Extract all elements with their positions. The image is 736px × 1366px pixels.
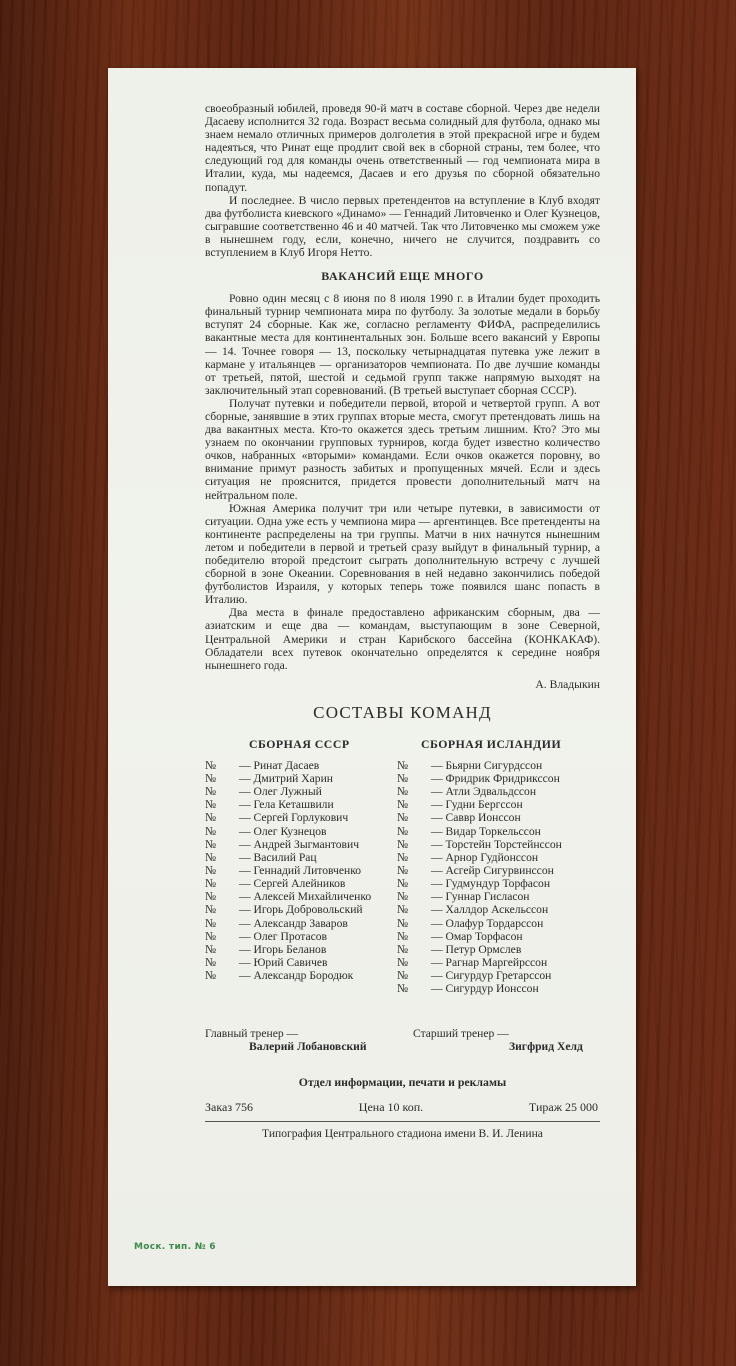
player-name: — Сергей Горлукович xyxy=(239,811,349,825)
iceland-coach xyxy=(413,1027,583,1053)
team-ussr-title: СБОРНАЯ СССР xyxy=(249,736,350,751)
author-signature: А. Владыкин xyxy=(535,677,600,691)
player-number: № xyxy=(205,969,217,983)
player-name: — Игорь Беланов xyxy=(239,942,327,956)
player-name: — Омар Торфасон xyxy=(431,929,523,943)
article-body xyxy=(205,102,600,1140)
player-name: — Олег Лужный xyxy=(239,785,322,799)
player-name: — Олег Кузнецов xyxy=(239,824,327,838)
player-name: — Олег Протасов xyxy=(239,929,328,943)
player-row xyxy=(397,864,562,877)
player-name: — Дмитрий Харин xyxy=(239,771,333,785)
player-name: — Гудни Бергссон xyxy=(431,798,523,812)
team-lineups xyxy=(205,737,600,1027)
player-name: — Алексей Михайличенко xyxy=(239,890,372,904)
player-name: — Рагнар Маргейрссон xyxy=(431,955,548,969)
player-number: № xyxy=(397,850,409,864)
player-number: № xyxy=(205,824,217,838)
player-name: — Асгейр Сигурвинссон xyxy=(431,863,554,877)
iceland-coach-name: Зигфрид Хелд xyxy=(509,1039,583,1053)
player-row xyxy=(397,956,562,969)
player-row xyxy=(397,851,562,864)
printer-mark: Моск. тип. № 6 xyxy=(134,1242,216,1252)
player-number: № xyxy=(205,811,217,825)
player-number: № xyxy=(397,929,409,943)
player-row xyxy=(205,930,371,943)
player-row xyxy=(397,825,562,838)
player-name: — Фридрик Фридрикссон xyxy=(431,771,560,785)
player-row xyxy=(397,772,562,785)
player-number: № xyxy=(397,771,409,785)
iceland-coach-role: Старший тренер — xyxy=(413,1026,509,1040)
player-name: — Игорь Добровольский xyxy=(239,903,363,917)
player-row xyxy=(205,864,371,877)
player-row xyxy=(397,890,562,903)
player-row xyxy=(205,798,371,811)
player-number: № xyxy=(397,916,409,930)
player-row xyxy=(205,956,371,969)
player-number: № xyxy=(205,929,217,943)
player-number: № xyxy=(205,903,217,917)
player-row xyxy=(205,851,371,864)
player-name: — Ринат Дасаев xyxy=(239,758,320,772)
lineups-title: СОСТАВЫ КОМАНД xyxy=(313,702,492,722)
player-name: — Олафур Тордарссон xyxy=(431,916,544,930)
order-line xyxy=(205,1100,600,1115)
player-number: № xyxy=(205,916,217,930)
player-row xyxy=(205,772,371,785)
player-row xyxy=(397,811,562,824)
player-number: № xyxy=(205,837,217,851)
player-name: — Видар Торкельссон xyxy=(431,824,541,838)
circulation: Тираж 25 000 xyxy=(528,1099,598,1114)
player-number: № xyxy=(397,982,409,996)
footer-divider xyxy=(205,1121,600,1122)
player-name: — Андрей Зыгмантович xyxy=(239,837,360,851)
player-number: № xyxy=(397,969,409,983)
player-number: № xyxy=(397,942,409,956)
player-name: — Сигурдур Гретарссон xyxy=(431,969,552,983)
player-row xyxy=(205,917,371,930)
player-name: — Саввр Ионссон xyxy=(431,811,521,825)
coaches xyxy=(205,1027,600,1061)
player-row xyxy=(397,969,562,982)
printer-line: Типография Центрального стадиона имени В. И. Ленина xyxy=(262,1126,543,1140)
player-name: — Геннадий Литовченко xyxy=(239,863,362,877)
player-number: № xyxy=(205,785,217,799)
player-row xyxy=(397,785,562,798)
player-name: — Гела Кеташвили xyxy=(239,798,334,812)
player-row xyxy=(205,759,371,772)
player-name: — Бьярни Сигурдссон xyxy=(431,758,543,772)
player-name: — Василий Рац xyxy=(239,850,317,864)
player-row xyxy=(397,903,562,916)
player-number: № xyxy=(205,850,217,864)
section-title: ВАКАНСИЙ ЕЩЕ МНОГО xyxy=(321,269,484,284)
player-row xyxy=(397,838,562,851)
paragraph-top-1: своеобразный юбилей, проведя 90-й матч в составе сборной. Через две недели Дасаеву исполнится 32 года. Возраст весьма солидный для футбола, однако мы знаем немало отличных примеров долголетия в этой прекрасной игре и будем надеяться, что Ринат еще продлит свой век в сборной страны, тем более, что следующий год для команды очень ответственный — год чемпионата мира в Италии, куда, мы надеемся, Дасаев и его друзья по сборной обязательно попадут. xyxy=(205,102,600,194)
paragraph-top-2: И последнее. В число первых претендентов на вступление в Клуб входят два футболиста киевского «Динамо» — Геннадий Литовченко и Олег Кузнецов, сыгравшие соответственно 46 и 40 матчей. Так что Литовченко мы сможем уже в нынешнем году, если, конечно, ничего не случится, поздравить со вступлением в Клуб Игоря Нетто. xyxy=(205,193,600,260)
player-row xyxy=(205,943,371,956)
player-number: № xyxy=(205,955,217,969)
player-number: № xyxy=(397,863,409,877)
player-number: № xyxy=(397,758,409,772)
player-row xyxy=(397,917,562,930)
team-iceland-title: СБОРНАЯ ИСЛАНДИИ xyxy=(421,736,562,751)
player-name: — Торстейн Торстейнссон xyxy=(431,837,562,851)
player-number: № xyxy=(205,890,217,904)
player-number: № xyxy=(397,811,409,825)
player-number: № xyxy=(397,955,409,969)
player-row xyxy=(205,969,371,982)
player-row xyxy=(205,838,371,851)
player-number: № xyxy=(205,942,217,956)
player-number: № xyxy=(205,877,217,891)
player-number: № xyxy=(397,890,409,904)
player-name: — Александр Бородюк xyxy=(239,969,354,983)
player-row xyxy=(397,943,562,956)
order-number: Заказ 756 xyxy=(205,1099,254,1114)
player-row xyxy=(397,930,562,943)
player-name: — Арнор Гудйонссон xyxy=(431,850,539,864)
player-number: № xyxy=(205,863,217,877)
program-sheet xyxy=(108,68,636,1286)
player-name: — Юрий Савичев xyxy=(239,955,328,969)
ussr-coach-name: Валерий Лобановский xyxy=(249,1039,367,1053)
player-number: № xyxy=(397,877,409,891)
section-paragraph-1: Ровно один месяц с 8 июня по 8 июля 1990 г. в Италии будет проходить финальный турнир чемпионата мира по футболу. За золотые медали в борьбу вступят 24 сборные. Как же, согласно регламенту ФИФА, распределились вакантные места для континентальных зон. Больше всего вакансий у Европы — 14. Точнее говоря — 13, поскольку четырнадцатая путевка уже лежит в кармане у итальянцев — организаторов чемпионата. По две лучшие команды от третьей, пятой, шестой и седьмой групп также напрямую выходят на заключительный этап соревнований. (В третьей выступает сборная СССР). xyxy=(205,292,600,397)
player-name: — Гуннар Гисласон xyxy=(431,890,530,904)
team-ussr-list xyxy=(205,759,371,982)
player-name: — Сергей Алейников xyxy=(239,877,346,891)
player-row xyxy=(205,811,371,824)
team-iceland-list xyxy=(397,759,562,996)
player-row xyxy=(397,877,562,890)
player-name: — Сигурдур Ионссон xyxy=(431,982,539,996)
player-row xyxy=(205,877,371,890)
player-row xyxy=(205,890,371,903)
player-number: № xyxy=(397,903,409,917)
player-number: № xyxy=(397,798,409,812)
player-name: — Александр Заваров xyxy=(239,916,348,930)
player-number: № xyxy=(205,798,217,812)
section-paragraph-2: Получат путевки и победители первой, второй и четвертой групп. А вот сборные, занявшие в этих группах вторые места, смогут претендовать лишь на два вакантных места. Кто-то окажется здесь третьим лишним. Кто? Это мы узнаем по окончании групповых турниров, когда будет известно количество очков, набранных «вторыми» командами. Если очков окажется поровну, во внимание примут разность забитых и пропущенных мячей. Если и здесь ситуация не прояснится, придется провести дополнительный матч на нейтральном поле. xyxy=(205,396,600,502)
player-number: № xyxy=(397,785,409,799)
ussr-coach-role: Главный тренер — xyxy=(205,1026,299,1040)
section-paragraph-3: Южная Америка получит три или четыре путевки, в зависимости от ситуации. Одна уже есть у чемпиона мира — аргентинцев. Все претенденты на континенте распределены на три группы. Матчи в них начнутся нынешним летом и победители в первой и третьей сразу выйдут в финальный турнир, а победителю второй предстоит сыграть дополнительную встречу с лучшей сборной в зоне Океании. Соревнования в ней недавно закончились победой футболистов Израиля, у которых теперь тоже появился шанс попасть в Италию. xyxy=(205,501,600,607)
price: Цена 10 коп. xyxy=(358,1099,424,1114)
player-number: № xyxy=(205,771,217,785)
player-row xyxy=(397,982,562,995)
player-row xyxy=(205,825,371,838)
player-number: № xyxy=(397,824,409,838)
section-paragraph-4: Два места в финале предоставлено африканским сборным, два — азиатским и еще два — командам, выступающим в зоне Северной, Центральной Америки и стран Карибского бассейна (КОНКАКАФ). Обладатели всех путевок окончательно определятся к середине ноября нынешнего года. xyxy=(205,606,600,672)
department-line: Отдел информации, печати и рекламы xyxy=(298,1074,507,1089)
player-name: — Атли Эдвальдссон xyxy=(431,785,537,799)
player-name: — Гудмундур Торфасон xyxy=(431,877,551,891)
player-name: — Халлдор Аскельссон xyxy=(431,903,549,917)
player-row xyxy=(397,759,562,772)
player-name: — Петур Ормслев xyxy=(431,942,522,956)
player-row xyxy=(205,903,371,916)
player-number: № xyxy=(205,758,217,772)
player-row xyxy=(205,785,371,798)
ussr-coach xyxy=(205,1027,367,1053)
player-row xyxy=(397,798,562,811)
player-number: № xyxy=(397,837,409,851)
